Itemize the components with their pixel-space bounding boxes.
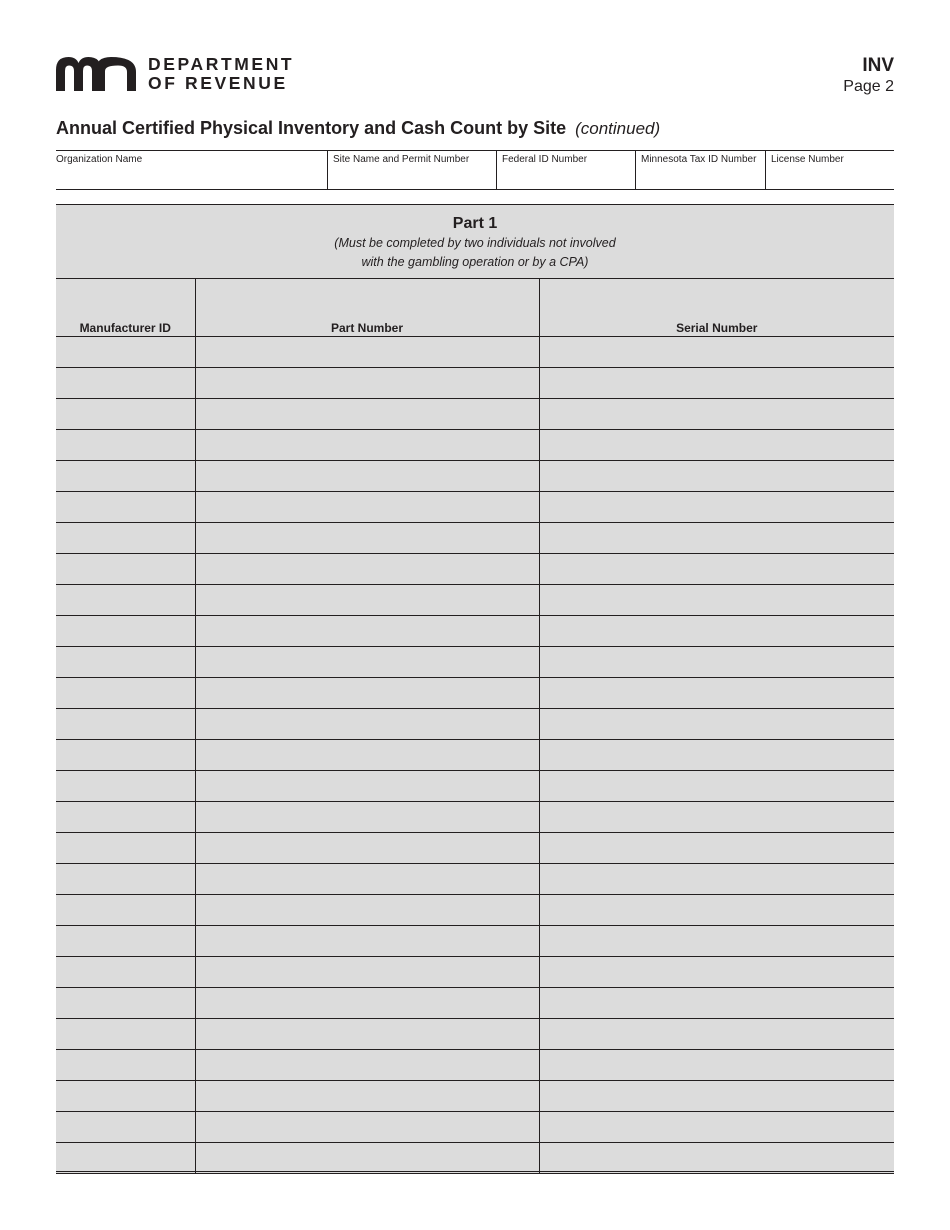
serial-number-cell[interactable]: [539, 709, 894, 740]
part-number-cell[interactable]: [195, 1050, 539, 1081]
part-number-header: Part Number: [195, 279, 539, 337]
part-number-cell[interactable]: [195, 399, 539, 430]
bottom-rule: [56, 1171, 894, 1172]
part-number-cell[interactable]: [195, 1081, 539, 1112]
part-number-cell[interactable]: [195, 616, 539, 647]
document-title: [56, 118, 660, 139]
part-number-cell[interactable]: [195, 926, 539, 957]
table-row: [56, 1112, 894, 1143]
manufacturer-id-cell[interactable]: [56, 709, 195, 740]
part-number-cell[interactable]: [195, 554, 539, 585]
part-number-cell[interactable]: [195, 337, 539, 368]
identification-fields: [56, 150, 894, 190]
part-number-cell[interactable]: [195, 1019, 539, 1050]
table-row: [56, 585, 894, 616]
serial-number-cell[interactable]: [539, 616, 894, 647]
manufacturer-id-cell[interactable]: [56, 1143, 195, 1174]
federal-id-label: Federal ID Number: [502, 154, 588, 165]
inventory-table: [56, 279, 894, 1173]
manufacturer-id-cell[interactable]: [56, 337, 195, 368]
mn-tax-id-label: Minnesota Tax ID Number: [641, 154, 757, 165]
part1-header: [56, 205, 894, 279]
part-number-cell[interactable]: [195, 988, 539, 1019]
serial-number-cell[interactable]: [539, 802, 894, 833]
table-row: [56, 399, 894, 430]
part-number-cell[interactable]: [195, 678, 539, 709]
manufacturer-id-cell[interactable]: [56, 399, 195, 430]
form-code: INV: [862, 55, 894, 76]
page-number: Page 2: [843, 78, 894, 95]
site-permit-label: Site Name and Permit Number: [333, 154, 470, 165]
manufacturer-id-cell[interactable]: [56, 895, 195, 926]
serial-number-cell[interactable]: [539, 461, 894, 492]
part-number-cell[interactable]: [195, 709, 539, 740]
serial-number-cell[interactable]: [539, 926, 894, 957]
part-number-cell[interactable]: [195, 833, 539, 864]
manufacturer-id-cell[interactable]: [56, 1019, 195, 1050]
serial-number-cell[interactable]: [539, 399, 894, 430]
license-number-label: License Number: [771, 154, 844, 165]
serial-number-cell[interactable]: [539, 771, 894, 802]
manufacturer-id-cell[interactable]: [56, 492, 195, 523]
part-number-cell[interactable]: [195, 1112, 539, 1143]
manufacturer-id-cell[interactable]: [56, 368, 195, 399]
table-row: [56, 368, 894, 399]
serial-number-cell[interactable]: [539, 554, 894, 585]
part-number-cell[interactable]: [195, 957, 539, 988]
table-row: [56, 337, 894, 368]
document-title-main: Annual Certified Physical Inventory and Cash Count by Site: [56, 118, 567, 138]
serial-number-cell[interactable]: [539, 430, 894, 461]
manufacturer-id-header: Manufacturer ID: [56, 279, 195, 337]
site-permit-field[interactable]: [327, 151, 496, 189]
table-row: [56, 430, 894, 461]
agency-line-2: OF REVENUE: [148, 73, 288, 93]
serial-number-cell[interactable]: [539, 492, 894, 523]
serial-number-cell[interactable]: [539, 585, 894, 616]
part-number-cell[interactable]: [195, 895, 539, 926]
manufacturer-id-cell[interactable]: [56, 1081, 195, 1112]
table-row: [56, 1050, 894, 1081]
manufacturer-id-cell[interactable]: [56, 1050, 195, 1081]
manufacturer-id-cell[interactable]: [56, 926, 195, 957]
manufacturer-id-cell[interactable]: [56, 802, 195, 833]
table-row: [56, 864, 894, 895]
table-row: [56, 1019, 894, 1050]
mn-logo-icon: [56, 57, 136, 91]
manufacturer-id-cell[interactable]: [56, 461, 195, 492]
manufacturer-id-cell[interactable]: [56, 957, 195, 988]
part1-section: [56, 204, 894, 1174]
mn-tax-id-field[interactable]: [635, 151, 765, 189]
part-number-cell[interactable]: [195, 1143, 539, 1174]
table-row: [56, 895, 894, 926]
serial-number-cell[interactable]: [539, 1081, 894, 1112]
table-row: [56, 492, 894, 523]
part-number-cell[interactable]: [195, 771, 539, 802]
part-number-cell[interactable]: [195, 585, 539, 616]
serial-number-cell[interactable]: [539, 1112, 894, 1143]
document-title-continued: (continued): [575, 119, 661, 138]
serial-number-cell[interactable]: [539, 895, 894, 926]
organization-name-field[interactable]: [56, 151, 327, 189]
serial-number-cell[interactable]: [539, 1143, 894, 1174]
manufacturer-id-cell[interactable]: [56, 864, 195, 895]
table-row: [56, 647, 894, 678]
serial-number-cell[interactable]: [539, 1050, 894, 1081]
manufacturer-id-cell[interactable]: [56, 647, 195, 678]
mn-revenue-logo: [56, 55, 294, 93]
table-row: [56, 926, 894, 957]
table-row: [56, 1081, 894, 1112]
serial-number-cell[interactable]: [539, 368, 894, 399]
manufacturer-id-cell[interactable]: [56, 740, 195, 771]
manufacturer-id-cell[interactable]: [56, 523, 195, 554]
part-number-cell[interactable]: [195, 368, 539, 399]
manufacturer-id-cell[interactable]: [56, 833, 195, 864]
part1-title: Part 1: [452, 215, 498, 232]
serial-number-cell[interactable]: [539, 957, 894, 988]
table-row: [56, 554, 894, 585]
manufacturer-id-cell[interactable]: [56, 678, 195, 709]
agency-line-1: DEPARTMENT: [148, 54, 295, 74]
table-row: [56, 616, 894, 647]
serial-number-header: Serial Number: [539, 279, 894, 337]
table-row: [56, 802, 894, 833]
serial-number-cell[interactable]: [539, 337, 894, 368]
inventory-table-body: [56, 337, 894, 1174]
serial-number-cell[interactable]: [539, 833, 894, 864]
table-row: [56, 740, 894, 771]
serial-number-cell[interactable]: [539, 864, 894, 895]
manufacturer-id-cell[interactable]: [56, 430, 195, 461]
manufacturer-id-cell[interactable]: [56, 988, 195, 1019]
table-row: [56, 678, 894, 709]
table-row: [56, 771, 894, 802]
serial-number-cell[interactable]: [539, 523, 894, 554]
table-header-row: [56, 279, 894, 337]
serial-number-cell[interactable]: [539, 988, 894, 1019]
part-number-cell[interactable]: [195, 647, 539, 678]
manufacturer-id-cell[interactable]: [56, 585, 195, 616]
table-row: [56, 709, 894, 740]
part1-subtitle-line-2: with the gambling operation or by a CPA): [361, 255, 589, 269]
manufacturer-id-cell[interactable]: [56, 771, 195, 802]
table-row: [56, 461, 894, 492]
part-number-cell[interactable]: [195, 864, 539, 895]
part-number-cell[interactable]: [195, 492, 539, 523]
table-row: [56, 1143, 894, 1174]
part-number-cell[interactable]: [195, 461, 539, 492]
part-number-cell[interactable]: [195, 430, 539, 461]
serial-number-cell[interactable]: [539, 740, 894, 771]
part1-subtitle-line-1: (Must be completed by two individuals not involved: [334, 236, 616, 250]
part-number-cell[interactable]: [195, 802, 539, 833]
manufacturer-id-cell[interactable]: [56, 1112, 195, 1143]
table-row: [56, 988, 894, 1019]
manufacturer-id-cell[interactable]: [56, 554, 195, 585]
table-row: [56, 957, 894, 988]
serial-number-cell[interactable]: [539, 678, 894, 709]
organization-name-label: Organization Name: [56, 154, 143, 165]
part-number-cell[interactable]: [195, 523, 539, 554]
serial-number-cell[interactable]: [539, 647, 894, 678]
federal-id-field[interactable]: [496, 151, 635, 189]
license-number-field[interactable]: [765, 151, 894, 189]
table-row: [56, 833, 894, 864]
agency-name: [148, 55, 294, 93]
serial-number-cell[interactable]: [539, 1019, 894, 1050]
manufacturer-id-cell[interactable]: [56, 616, 195, 647]
part-number-cell[interactable]: [195, 740, 539, 771]
table-row: [56, 523, 894, 554]
